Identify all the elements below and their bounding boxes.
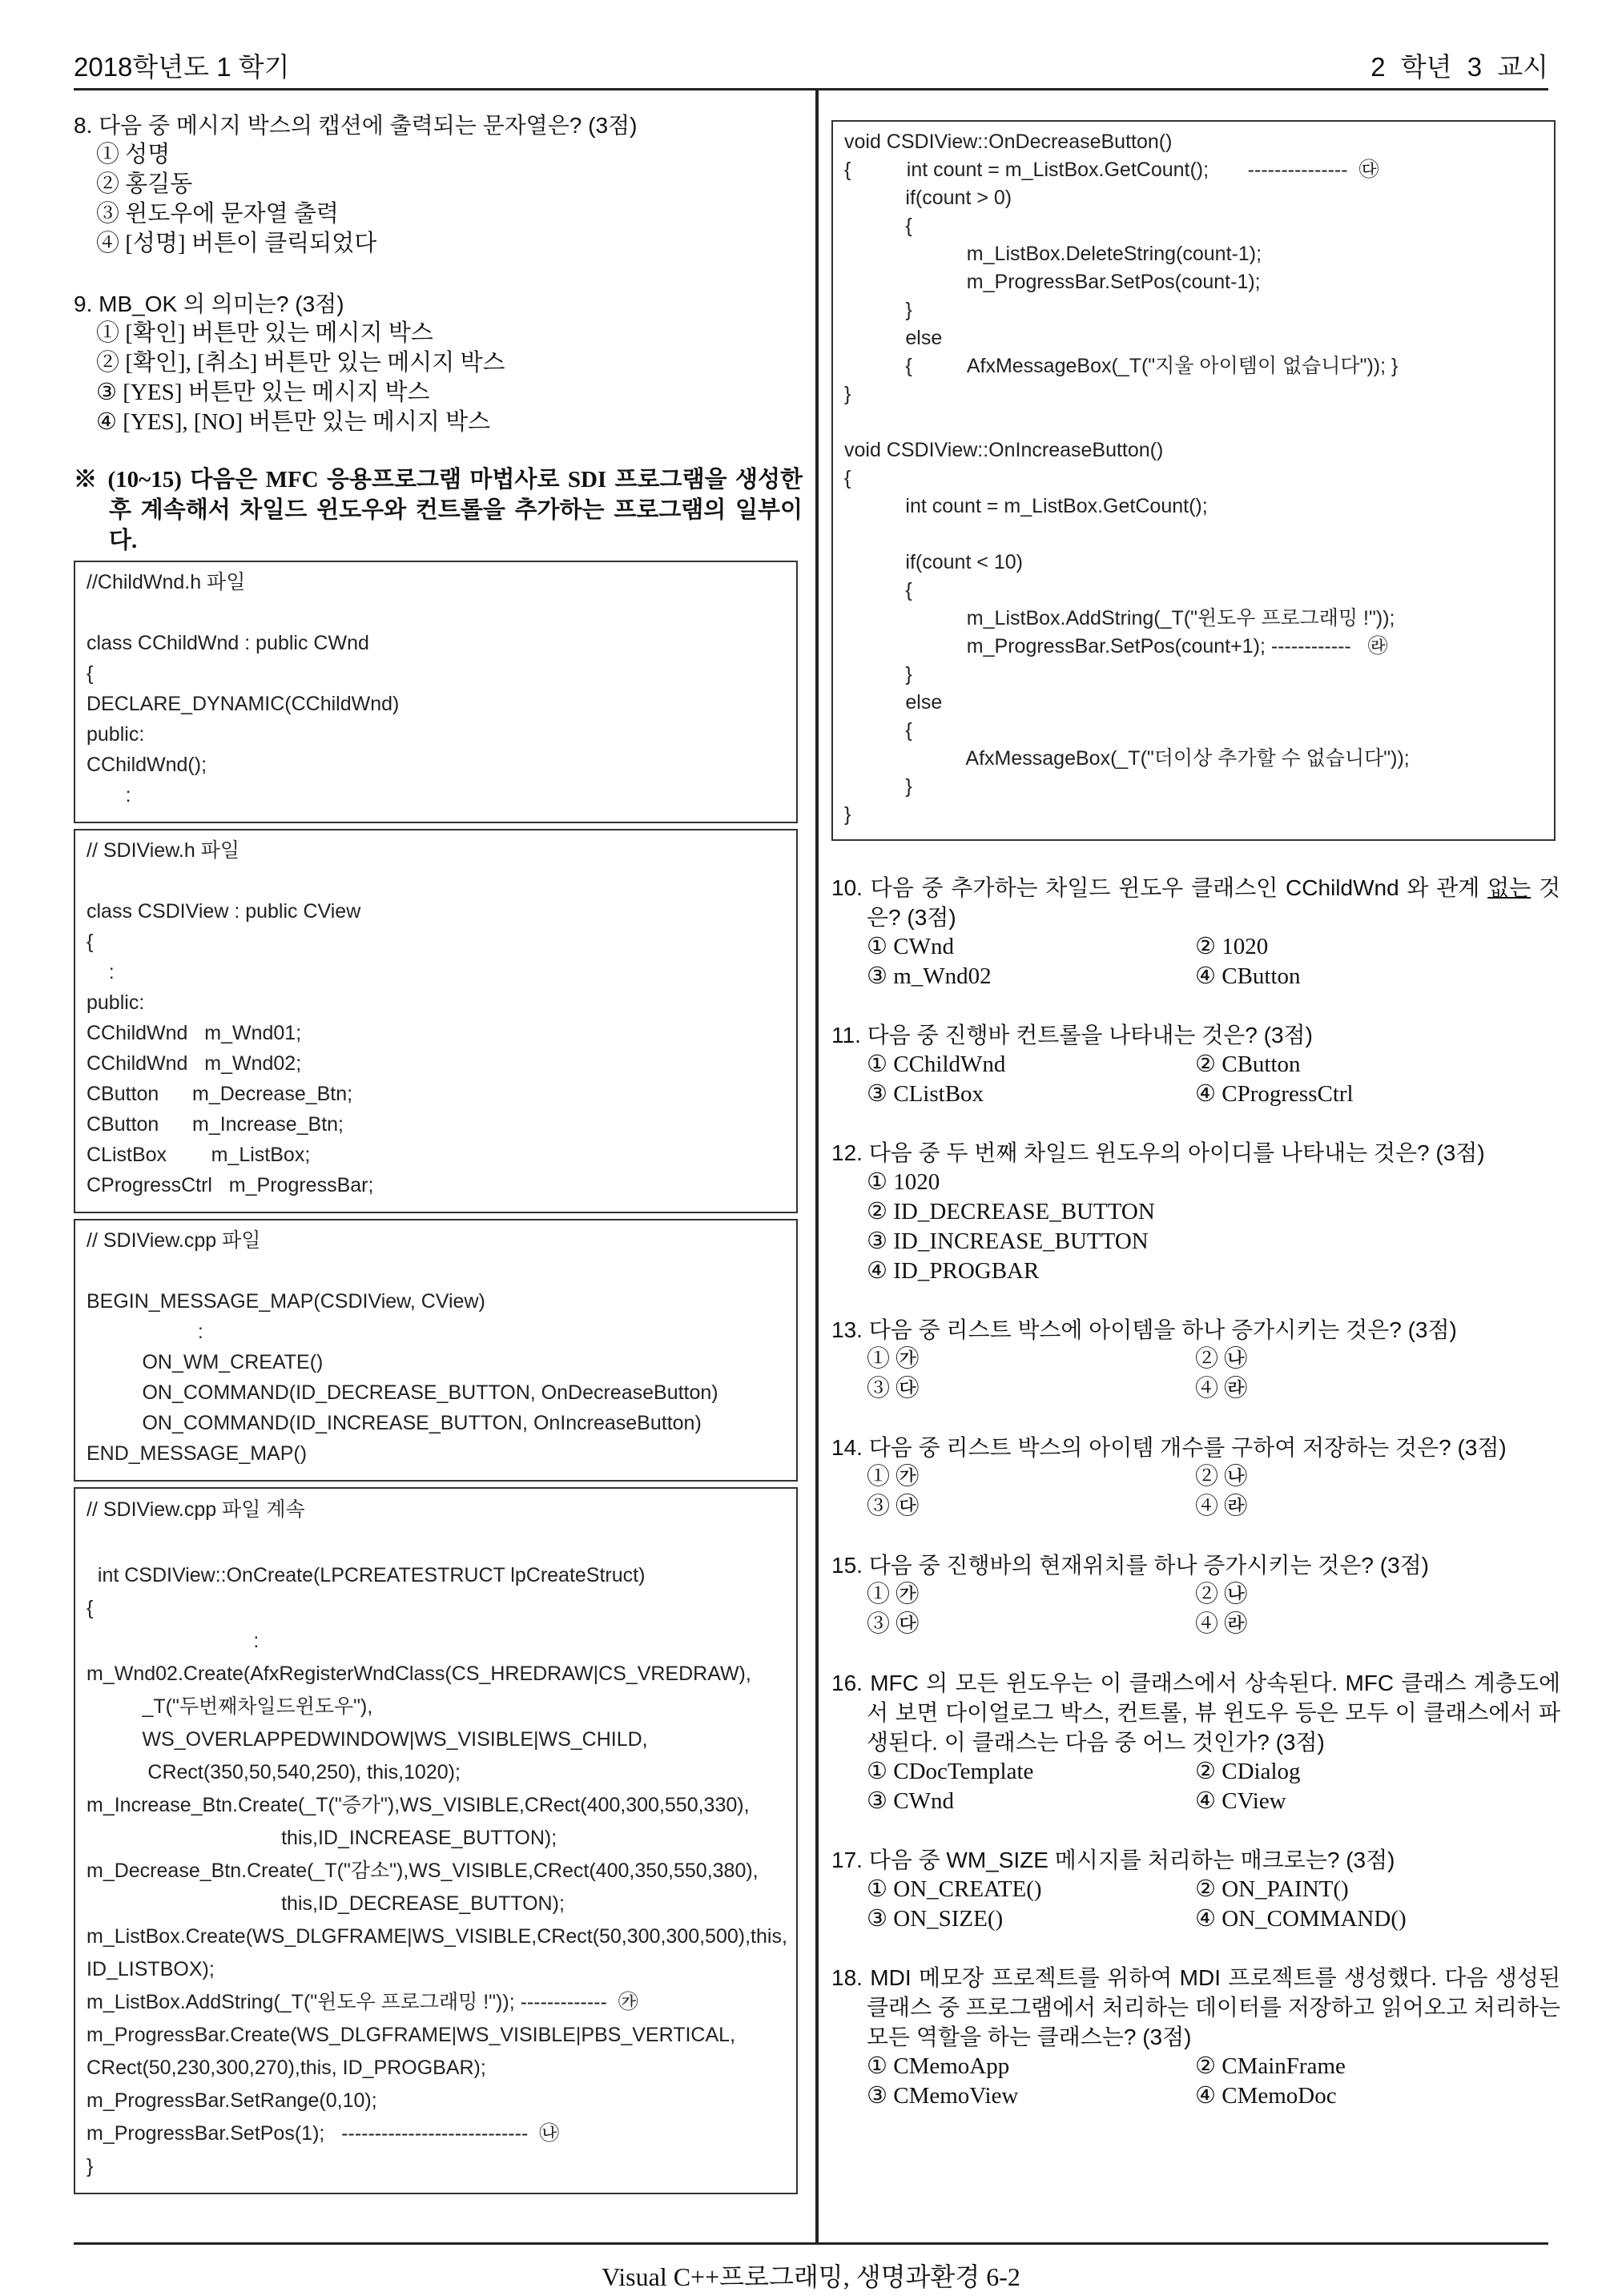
question-9-option-2: ② [확인], [취소] 버튼만 있는 메시지 박스 <box>96 350 505 376</box>
question-10-option-2: ② 1020 <box>1195 934 1269 959</box>
question-11-options <box>831 1050 1560 1109</box>
question-10-title <box>831 873 1560 932</box>
question-8-option-2: ② 홍길동 <box>96 171 193 197</box>
footer-rule <box>74 2242 1548 2245</box>
question-9-option-1: ① [확인] 버튼만 있는 메시지 박스 <box>96 320 433 346</box>
question-16 <box>831 1668 1560 1816</box>
question-8-option-3: ③ 윈도우에 문자열 출력 <box>96 201 339 227</box>
code-button-handlers: void CSDIView::OnDecreaseButton() { int count = m_ListBox.GetCount(); --------------- ㉰ if(count > 0) { m_ListBox.DeleteString(count-1); m_ProgressBar.SetPos(count-1); } else { AfxMessageBox(_T("지울 아이템이 없습니다")); } } void CSDIView::OnIncreaseButton() { int count = m_ListBox.GetCount(); if(count < 10) { m_ListBox.AddString(_T("윈도우 프로그래밍 !")); m_ProgressBar.SetPos(count+1); ------------ ㉱ } else { AfxMessageBox(_T("더이상 추가할 수 없습니다")); } } <box>831 120 1556 841</box>
question-9-title: 9. MB_OK 의 의미는? (3점) <box>74 292 344 316</box>
question-18-title: 18. MDI 메모장 프로젝트를 위하여 MDI 프로젝트를 생성했다. 다음 생성된 클래스 중 프로그램에서 처리하는 데이터를 저장하고 읽어오고 처리하는 모든 역할을 하는 클래스는? (3점) <box>831 1965 1560 2049</box>
question-15-option-3: ③ ㉰ <box>867 1611 920 1637</box>
question-10-title-b: 것은? (3점) <box>867 875 1561 930</box>
question-11-option-1: ① CChildWnd <box>867 1051 1006 1077</box>
question-14-option-2: ② ㉯ <box>1195 1464 1248 1490</box>
question-13-option-1: ① ㉮ <box>867 1346 920 1372</box>
question-16-option-1: ① CDocTemplate <box>867 1759 1034 1784</box>
question-14-title: 14. 다음 중 리스트 박스의 아이템 개수를 구하여 저장하는 것은? (3점) <box>831 1435 1507 1460</box>
question-16-option-3: ③ CWnd <box>867 1788 954 1814</box>
code-sdiview-h: // SDIView.h 파일 class CSDIView : public CView { : public: CChildWnd m_Wnd01; CChildWnd m_Wnd02; CButton m_Decrease_Btn; CButton m_Increase_Btn; CListBox m_ListBox; CProgressCtrl m_ProgressBar; <box>74 829 798 1213</box>
question-18-option-1: ① CMemoApp <box>867 2053 1010 2079</box>
question-10-title-underlined: 없는 <box>1487 875 1531 900</box>
question-15-title: 15. 다음 중 진행바의 현재위치를 하나 증가시키는 것은? (3점) <box>831 1553 1430 1578</box>
question-13 <box>831 1315 1560 1404</box>
question-11-title: 11. 다음 중 진행바 컨트롤을 나타내는 것은? (3점) <box>831 1023 1313 1047</box>
question-11-option-2: ② CButton <box>1195 1051 1301 1077</box>
question-12-option-2: ② ID_DECREASE_BUTTON <box>867 1199 1155 1224</box>
question-15-option-4: ④ ㉱ <box>1195 1611 1248 1637</box>
question-10-options <box>831 932 1560 991</box>
header-semester: 2018학년도 1 학기 <box>74 52 290 82</box>
question-10 <box>831 873 1560 991</box>
question-13-option-2: ② ㉯ <box>1195 1346 1248 1372</box>
question-12-option-3: ③ ID_INCREASE_BUTTON <box>867 1228 1149 1254</box>
question-17-option-4: ④ ON_COMMAND() <box>1195 1906 1407 1932</box>
question-16-title: 16. MFC 의 모든 윈도우는 이 클래스에서 상속된다. MFC 클래스 계층도에서 보면 다이얼로그 박스, 컨트롤, 뷰 윈도우 등은 모두 이 클래스에서 파생된다. 이 클래스는 다음 중 어느 것인가? (3점) <box>831 1671 1560 1755</box>
column-divider <box>815 90 819 2242</box>
question-14-option-1: ① ㉮ <box>867 1464 920 1490</box>
question-12-option-1: ① 1020 <box>867 1169 940 1195</box>
question-17-options <box>831 1875 1560 1934</box>
code-sdiview-cpp: // SDIView.cpp 파일 BEGIN_MESSAGE_MAP(CSDIView, CView) : ON_WM_CREATE() ON_COMMAND(ID_DECREASE_BUTTON, OnDecreaseButton) ON_COMMAND(ID_INCREASE_BUTTON, OnIncreaseButton) END_MESSAGE_MAP() <box>74 1219 798 1482</box>
question-9-option-4: ④ [YES], [NO] 버튼만 있는 메시지 박스 <box>96 409 491 435</box>
question-11 <box>831 1020 1560 1109</box>
question-18-option-3: ③ CMemoView <box>867 2083 1019 2109</box>
question-13-option-4: ④ ㉱ <box>1195 1376 1248 1401</box>
question-12 <box>831 1138 1560 1286</box>
code-childwnd-h: //ChildWnd.h 파일 class CChildWnd : public CWnd { DECLARE_DYNAMIC(CChildWnd) public: CChildWnd(); : <box>74 561 798 823</box>
question-10-option-3: ③ m_Wnd02 <box>867 963 992 989</box>
right-column <box>831 120 1560 2140</box>
question-11-option-4: ④ CProgressCtrl <box>1195 1081 1354 1107</box>
question-18-option-4: ④ CMemoDoc <box>1195 2083 1337 2109</box>
question-17 <box>831 1845 1560 1934</box>
question-18-options <box>831 2052 1560 2111</box>
question-14 <box>831 1433 1560 1522</box>
question-15 <box>831 1550 1560 1639</box>
question-14-option-3: ③ ㉰ <box>867 1494 920 1519</box>
question-17-option-3: ③ ON_SIZE() <box>867 1906 1004 1932</box>
question-15-options <box>831 1580 1560 1639</box>
question-18 <box>831 1963 1560 2111</box>
question-9 <box>74 289 803 437</box>
question-10-option-1: ① CWnd <box>867 934 954 959</box>
section-notice: ※ (10~15) 다음은 MFC 응용프로그램 마법사로 SDI 프로그램을 생성한 후 계속해서 차일드 윈도우와 컨트롤을 추가하는 프로그램의 일부이다. <box>74 467 803 553</box>
question-10-option-4: ④ CButton <box>1195 963 1301 989</box>
question-14-options <box>831 1462 1560 1522</box>
question-8-option-4: ④ [성명] 버튼이 클릭되었다 <box>96 231 377 256</box>
question-8-title: 8. 다음 중 메시지 박스의 캡션에 출력되는 문자열은? (3점) <box>74 113 638 138</box>
question-13-option-3: ③ ㉰ <box>867 1376 920 1401</box>
question-9-option-3: ③ [YES] 버튼만 있는 메시지 박스 <box>96 380 430 405</box>
header-grade-period: 2 학년 3 교시 <box>1370 52 1548 82</box>
question-12-title: 12. 다음 중 두 번째 차일드 윈도우의 아이디를 나타내는 것은? (3점) <box>831 1140 1485 1165</box>
question-17-option-1: ① ON_CREATE() <box>867 1876 1042 1902</box>
question-14-option-4: ④ ㉱ <box>1195 1494 1248 1519</box>
page-footer: Visual C++프로그래밍, 생명과환경 6-2 <box>602 2262 1020 2291</box>
question-17-option-2: ② ON_PAINT() <box>1195 1876 1349 1902</box>
question-15-option-1: ① ㉮ <box>867 1582 920 1607</box>
question-15-option-2: ② ㉯ <box>1195 1582 1248 1607</box>
question-10-title-a: 10. 다음 중 추가하는 차일드 윈도우 클래스인 CChildWnd 와 관계 <box>831 875 1488 900</box>
question-12-option-4: ④ ID_PROGBAR <box>867 1258 1040 1284</box>
left-column <box>74 111 803 2200</box>
question-13-title: 13. 다음 중 리스트 박스에 아이템을 하나 증가시키는 것은? (3점) <box>831 1317 1457 1342</box>
question-17-title: 17. 다음 중 WM_SIZE 메시지를 처리하는 매크로는? (3점) <box>831 1848 1395 1872</box>
code-sdiview-cpp-continued: // SDIView.cpp 파일 계속 int CSDIView::OnCreate(LPCREATESTRUCT lpCreateStruct) { : m_Wnd02.Create(AfxRegisterWndClass(CS_HREDRAW|CS_VREDRAW), _T("두번째차일드윈도우"), WS_OVERLAPPEDWINDOW|WS_VISIBLE|WS_CHILD, CRect(350,50,540,250), this,1020); m_Increase_Btn.Create(_T("증가"),WS_VISIBLE,CRect(400,300,550,330), this,ID_INCREASE_BUTTON); m_Decrease_Btn.Create(_T("감소"),WS_VISIBLE,CRect(400,350,550,380), this,ID_DECREASE_BUTTON); m_ListBox.Create(WS_DLGFRAME|WS_VISIBLE,CRect(50,300,300,500),this, ID_LISTBOX); m_ListBox.AddString(_T("윈도우 프로그래밍 !")); ------------- ㉮ m_ProgressBar.Create(WS_DLGFRAME|WS_VISIBLE|PBS_VERTICAL, CRect(50,230,300,270),this, ID_PROGBAR); m_ProgressBar.SetRange(0,10); m_ProgressBar.SetPos(1); ---------------------------- ㉯ } <box>74 1487 798 2194</box>
question-16-option-2: ② CDialog <box>1195 1759 1301 1784</box>
question-18-option-2: ② CMainFrame <box>1195 2053 1346 2079</box>
question-8 <box>74 111 803 259</box>
question-8-option-1: ① 성명 <box>96 142 171 167</box>
question-13-options <box>831 1345 1560 1404</box>
question-11-option-3: ③ CListBox <box>867 1081 984 1107</box>
question-16-options <box>831 1757 1560 1816</box>
question-16-option-4: ④ CView <box>1195 1788 1286 1814</box>
header-rule <box>74 88 1548 90</box>
